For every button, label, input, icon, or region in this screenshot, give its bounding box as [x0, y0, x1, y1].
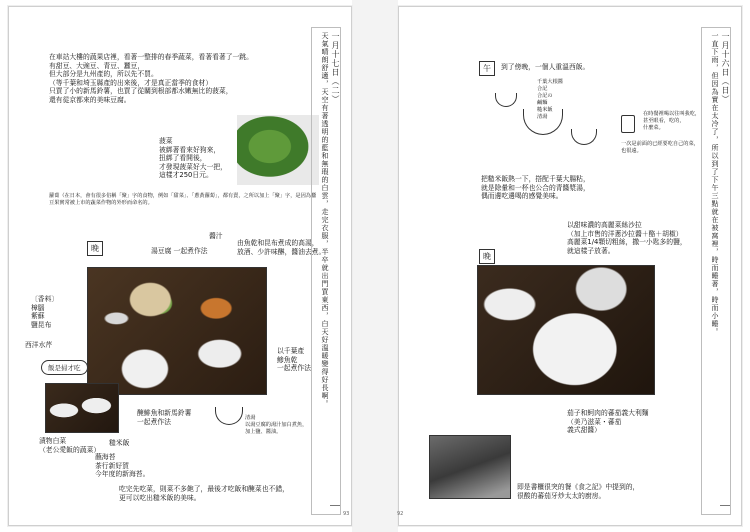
left-page: [8, 6, 352, 526]
left-page-number: 93: [343, 511, 350, 517]
book-gutter: [352, 0, 398, 532]
label-pickles: 蘸海苔 茶行新好賀 今年度的新海苔。: [95, 453, 150, 478]
label-cress: 西洋水芹: [25, 341, 53, 349]
left-vertical-column: [311, 27, 341, 515]
right-page-number: 92: [397, 511, 404, 517]
label-rice: 糙米飯: [109, 439, 130, 447]
sketch-note-2: 一次是前面的已經要吃自己的菜， 也很遠。: [621, 141, 699, 154]
rice-closeup-photo: [45, 383, 119, 433]
label-tofu: 湯豆腐 一起煮作法: [151, 247, 208, 255]
speech-bubble: 飯是掃才吃: [41, 360, 88, 375]
label-soup-note: 清湯 以湯豆腐的湯汁加白煮魚， 加上鹽、醬油。: [245, 415, 308, 435]
label-potato: 醃鯡魚和新馬鈴薯 一起煮作法: [137, 409, 192, 426]
rice-text: 把糙米飯熱一下，搭配千葉大腸粘， 就是除暈和一杯也公合的青醬漿湯， 偶而邊吃邊喝的感覺美味。: [481, 175, 590, 200]
badge-noon: 午: [479, 61, 495, 76]
kitchen-photo: [429, 435, 511, 499]
badge-evening-right: 晚: [479, 249, 495, 264]
pasta-dinner-photo: [477, 265, 655, 395]
label-sauce: 醬汁: [209, 232, 223, 240]
bowl-sketch-mid: [571, 129, 597, 145]
salad-label: 以甜味濃的高麗菜絲沙拉 （加上市售的洋蔥沙拉醬＋酪＋胡椒） 高麗菜1/4顆切粗絲，撒一小匙多的鹽， 就這樣子放著。: [567, 221, 687, 255]
sketch-note-1: 在時餐裡喝以往叫我吃， 甚至眼看，吃的， 什麼菜。: [643, 111, 701, 131]
left-vertical-body: 天氣晴朗舒適，天空有著透明的藍和無瑕的白雲，走完衣服，半卒就出門買東西，白天好溫暖變得好長啊。: [321, 32, 329, 408]
pasta-label: 茄子和蚵肉的蕃茄義大利麵 （美乃滋菜・蕃茄 義式甜醬）: [567, 409, 649, 434]
left-vertical-date: 一月十七日（二）: [330, 32, 340, 506]
right-page: [398, 6, 742, 526]
soup-bowl-sketch: [215, 407, 243, 425]
label-friedfish: 以千葉產 鯵魚乾 一起煮作法: [277, 347, 311, 372]
spinach-caption: 菠菜 被綁著看來好狗來， 扭綁了看開後， 才發現菠菜好大一把， 這樣才250日元。: [159, 137, 227, 179]
cup-sketch: [621, 115, 635, 133]
right-vertical-body: 一直下雨，但因為實在太冷了，所以到了下午三點就在被窩裡，時而睡著，時而小睡。: [711, 32, 719, 336]
dinner-table-photo: [87, 267, 267, 395]
right-bottom-text: 即是書櫃很突的餐《食之記》中提到的， 很酸的蕃茄牙炒太太的廚房。: [517, 483, 640, 500]
intro-paragraph: 在車站大樓的蔬果店裡，看著一整排的春季蔬菜，看著看著了一跳。 有甜豆、大豌豆、青豆、蠶豆， 但大部分是九州產的，所以先不買。 （等千葉和埼玉縣產的出來後，才是真正當季的食材） 只買了小的新馬鈴薯，也買了從關到根部都水嫩無比的菠菜， 還有從京都來的美味豆腐。: [49, 53, 253, 104]
right-vertical-column: [701, 27, 731, 515]
small-footnote: 蘿蔔（在日本，會有很多俗稱「聚」字的食物，例如「甜菜」、「蔥黃蘿蔔」，都有賣，之所以加上「聚」字，是因為蠶豆果實常被上市的蔬菜作物的外形而命名的。: [49, 193, 317, 206]
label-radish: 漬物白菜 （老公愛飯的蔬菜）: [39, 437, 101, 454]
left-bottom-text: 吃完先吃菜，則菜不多飽了，最後才吃飯和醃菜也不錯， 更可以吃出糙米飯的美味。: [119, 485, 289, 502]
noon-text: 到了傍晚，一個人重溫西飯。: [501, 63, 590, 71]
spinach-photo: [237, 115, 319, 185]
bowl-sketch-small: [495, 93, 517, 107]
right-vertical-date: 一月十六日（日）: [720, 32, 730, 506]
label-sauce-note: 由魚乾和昆布煮成的高湯， 放酒、少許味醂，醬油去煮。: [237, 239, 326, 256]
lunch-sketch: [491, 79, 609, 169]
sketch-labels: 千葉大根醬 合記 合記の 鹹麵 糙米飯 清湯: [537, 79, 563, 120]
badge-evening-left: 晚: [87, 241, 103, 256]
label-spices: 〔香料〕 樟腦 紫蘇 鹽昆布: [31, 295, 59, 329]
